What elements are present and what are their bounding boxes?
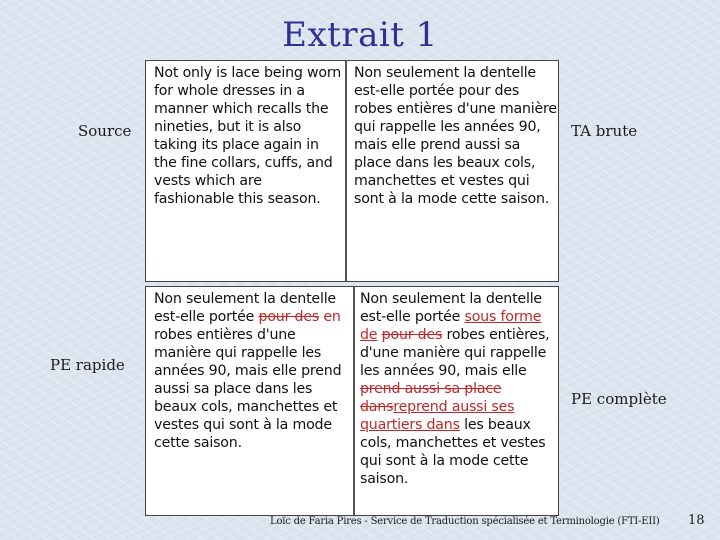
column-divider — [353, 287, 355, 515]
column-divider — [345, 61, 347, 281]
pe-complete-deletion-2: prend aussi sa place dans — [360, 381, 502, 415]
pe-complete-deletion-1: pour des — [381, 327, 443, 343]
label-ta-brute: TA brute — [571, 122, 638, 140]
pe-complete-text-3: les beaux cols, manchettes et vestes qui sont à la mode cette saison. — [360, 417, 546, 487]
pe-complete-text-1: Non seulement la dentelle est-elle portée — [360, 291, 542, 325]
pe-rapide-text — [154, 290, 350, 452]
pe-rapide-text-1: Non seulement la dentelle est-elle portée — [154, 291, 336, 325]
top-comparison-panel — [145, 60, 559, 282]
pe-rapide-text-2: robes entières d'une manière qui rappelle les années 90, mais elle prend aussi sa place dans les beaux cols, manchettes et vestes qui sont à la mode cette saison. — [154, 327, 342, 451]
footer-credit: Loïc de Faria Pires - Service de Traduction spécialisée et Terminologie (FTI-EII) — [270, 516, 660, 527]
source-text: Not only is lace being worn for whole dresses in a manner which recalls the nineties, but it is also taking its place again in the fine collars, cuffs, and vests which are fashionable this season. — [154, 65, 342, 207]
pe-complete-insertion-2: reprend aussi ses quartiers dans — [360, 399, 515, 433]
pe-complete-text-2: robes entières, d'une manière qui rappelle les années 90, mais elle — [360, 327, 550, 379]
label-pe-complete: PE complète — [571, 390, 667, 408]
label-pe-rapide: PE rapide — [50, 356, 125, 374]
pe-rapide-insertion: en — [319, 309, 341, 325]
ta-brute-text: Non seulement la dentelle est-elle portée pour des robes entières d'une manière qui rappelle les années 90, mais elle prend aussi sa place dans les beaux cols, manchettes et vestes qui sont à la mode cette saison. — [354, 65, 557, 207]
pe-complete-text — [360, 290, 556, 488]
page-number: 18 — [688, 513, 705, 528]
bottom-comparison-panel — [145, 286, 559, 516]
label-source: Source — [78, 122, 132, 140]
pe-rapide-deletion: pour des — [258, 309, 320, 325]
slide-title: Extrait 1 — [282, 15, 438, 55]
pe-complete-insertion-1: sous forme de — [360, 309, 542, 343]
